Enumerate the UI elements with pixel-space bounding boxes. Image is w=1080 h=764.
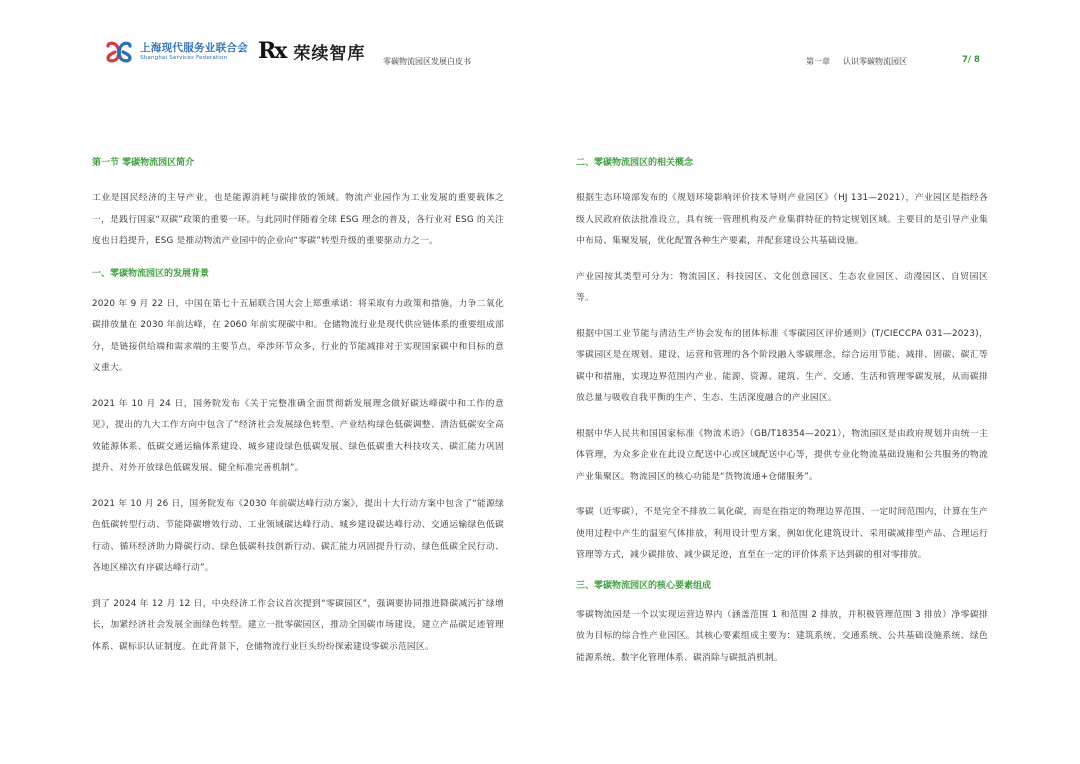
concept-paragraph-4: 根据中华人民共和国国家标准《物流术语》（GB/T18354—2021），物流园区是由政府规划并由统一主体管理，为众多企业在此设立配送中心或区域配送中心等，提供专业化物流基础设施和公共服务的物流产业集聚区。物流园区的核心功能是“货物流通+仓储服务”。 <box>576 428 988 482</box>
right-column <box>576 156 988 669</box>
intro-paragraph: 工业是国民经济的主导产业，也是能源消耗与碳排放的领域。物流产业园作为工业发展的重要载体之一，是践行国家“双碳”政策的重要一环。与此同时伴随着全球 ESG 理念的普及，各行业对 ESG 的关注度也日趋提升，ESG 是推动物流产业园中的企业向“零碳”转型升级的重要驱动力之一。 <box>92 193 504 246</box>
document-title: 零碳物流园区发展白皮书 <box>383 57 471 66</box>
concept-paragraph-2: 产业园按其类型可分为：物流园区、科技园区、文化创意园区、生态农业园区、动漫园区、自贸园区等。 <box>576 271 988 303</box>
chapter-title: 认识零碳物流园区 <box>843 57 907 66</box>
federation-name-en: Shanghai Services Federation <box>140 55 228 61</box>
subsection-title-background: 一、零碳物流园区的发展背景 <box>92 268 210 279</box>
federation-name-cn: 上海现代服务业联合会 <box>140 42 248 54</box>
brand-mark: Rx <box>258 38 286 64</box>
background-paragraph-1: 2020 年 9 月 22 日，中国在第七十五届联合国大会上郑重承诺：将采取有力政策和措施，力争二氧化碳排放量在 2030 年前达峰，在 2060 年前实现碳中和。仓储物流行业是现代供应链体系的重要组成部分，是链接供给端和需求端的主要节点，牵涉环节众多，行业的节能减排对于实现国家碳中和目标的意义重大。 <box>92 298 504 373</box>
subsection-title-concepts: 二、零碳物流园区的相关概念 <box>576 158 694 168</box>
background-paragraph-4: 到了 2024 年 12 月 12 日，中央经济工作会议首次提到“零碳园区”，强调要协同推进降碳减污扩绿增长，加紧经济社会发展全面绿色转型。建立一批零碳园区，推动全国碳市场建设，建立产品碳足迹管理体系、碳标识认证制度。在此背景下，仓储物流行业巨头纷纷探索建设零碳示范园区。 <box>92 598 504 652</box>
page-number: 7/ 8 <box>962 55 980 65</box>
page-header <box>0 0 1080 90</box>
left-column <box>92 156 504 658</box>
core-elements-paragraph: 零碳物流园是一个以实现运营边界内（涵盖范围 1 和范围 2 排放，并积极管理范围 3 排放）净零碳排放为目标的综合性产业园区。其核心要素组成主要为：建筑系统、交通系统、公共基础设施系统、绿色能源系统、数字化管理体系、碳消除与碳抵消机制。 <box>576 609 988 663</box>
chapter-label: 第一章 <box>806 57 830 66</box>
concept-paragraph-3: 根据中国工业节能与清洁生产协会发布的团体标准《零碳园区评价通则》(T/CIECCPA 031—2023)，零碳园区是在规划、建设、运营和管理的各个阶段融入零碳理念，综合运用节能、减排、固碳、碳汇等碳中和措施，实现边界范围内产业、能源、资源、建筑、生产、交通、生活和管理零碳发展，从而碳排放总量与吸收自我平衡的生产、生态、生活深度融合的产业园区。 <box>576 328 988 403</box>
concept-paragraph-1: 根据生态环境部发布的《规划环境影响评价技术导则产业园区》（HJ 131—2021），产业园区是指经各级人民政府依法批准设立，具有统一管理机构及产业集群特征的特定规划区域。主要目的是引导产业集中布局、集聚发展，优化配置各种生产要素，并配套建设公共基础设施。 <box>576 193 988 246</box>
concept-paragraph-5: 零碳（近零碳），不是完全不排放二氧化碳，而是在指定的物理边界范围、一定时间范围内，计算在生产使用过程中产生的温室气体排放，利用设计型方案，例如优化建筑设计、采用碳减排型产品、合理运行管理等方式，减少碳排放、减少碳足迹，直至在一定的评价体系下达到碳的相对零排放。 <box>576 507 988 560</box>
federation-logo-icon <box>104 40 134 64</box>
section-title: 第一节 零碳物流园区简介 <box>92 158 195 168</box>
background-paragraph-2: 2021 年 10 月 24 日，国务院发布《关于完整准确全面贯彻新发展理念做好碳达峰碳中和工作的意见》，提出的九大工作方向中包含了“经济社会发展绿色转型、产业结构绿色低碳调整、清洁低碳安全高效能源体系、低碳交通运输体系建设、城乡建设绿色低碳发展、绿色低碳重大科技攻关、碳汇能力巩固提升、对外开放绿色低碳发展、健全标准完善机制”。 <box>92 398 504 473</box>
subsection-title-core-elements: 三、零碳物流园区的核心要素组成 <box>576 580 712 591</box>
federation-logo <box>104 40 248 64</box>
background-paragraph-3: 2021 年 10 月 26 日，国务院发布《2030 年前碳达峰行动方案》，提出十大行动方案中包含了“能源绿色低碳转型行动、节能降碳增效行动、工业领域碳达峰行动、城乡建设碳达峰行动、交通运输绿色低碳行动、循环经济助力降碳行动、绿色低碳科技创新行动、碳汇能力巩固提升行动、绿色低碳全民行动、各地区梯次有序碳达峰行动”。 <box>92 498 504 573</box>
brand-logo <box>258 38 365 64</box>
brand-name: 荣续智库 <box>293 43 366 64</box>
